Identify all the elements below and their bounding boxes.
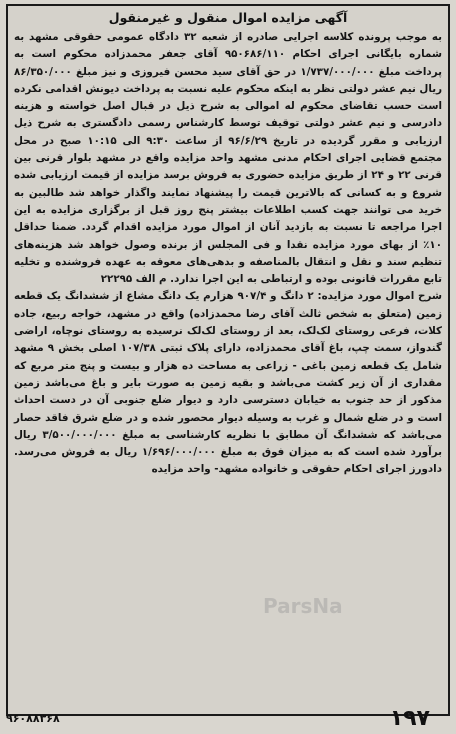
clipping-code: ۹۶۰۸۸۳۶۸ — [6, 712, 60, 725]
notice-paragraph-property-description: شرح اموال مورد مزایده: ۲ دانگ و ۹۰۷/۴ هزارم یک دانگ مشاع از ششدانگ یک قطعه زمین (متعلق به شخص ثالث آقای رضا محمدزاده) واقع در مشهد، خواجه ربیع، جاده کلات، فرعی روستای لک‌لک، بعد از روستای لک‌لک نرسیده به روستای نوچاه، اراضی گندواز، سمت چپ، باغ آقای محمدزاده، دارای پلاک ثبتی ۱۰۷/۳۸ اصلی بخش ۹ مشهد شامل یک قطعه زمین باغی - زراعی به مساحت ده هزار و بیست و پنج متر مربع که مقداری از آن زیر کشت می‌باشد و بقیه زمین به صورت بایر و باغ می‌باشد زمین مذکور از حد جنوب به خیابان دسترسی دارد و دیوار ضلع جنوبی آن در دست احداث است و در ضلع شمال و غرب به وسیله دیوار محصور شده و در ضلع شرق فاقد حصار می‌باشد که ششدانگ آن مطابق با نظریه کارشناسی به مبلغ ۳/۵۰۰/۰۰۰/۰۰۰ ریال برآورد شده است که به میزان فوق به مبلغ ۱/۶۹۶/۰۰۰/۰۰۰ ریال به فروش می‌رسد. دادورز اجرای احکام حقوقی و خانواده مشهد- واحد مزایده — [14, 290, 442, 476]
clipping-stamp-number: ۱۹۷ — [389, 706, 430, 731]
watermark: ParsNa — [263, 594, 343, 618]
auction-notice-box — [6, 4, 450, 716]
clipping-footer — [6, 706, 450, 731]
notice-title: آگهی مزایده اموال منقول و غیرمنقول — [108, 10, 348, 25]
notice-body — [14, 29, 442, 479]
notice-paragraph-intro: به موجب پرونده کلاسه اجرایی صادره از شعبه ۳۲ دادگاه عمومی حقوقی مشهد به شماره بایگانی اجرای احکام ۹۵۰۶۸۶/۱۱۰ آقای جعفر محمدزاده محکوم است به پرداخت مبلغ ۱/۷۳۷/۰۰۰/۰۰۰ در حق آقای سید محسن فیروزی و نیز مبلغ ۸۶/۳۵۰/۰۰۰ ریال نیم عشر دولتی نظر به اینکه محکوم علیه نسبت به پرداخت دیونش اقدامی نکرده است حسب تقاضای محکوم له اموالی به شرح ذیل در قبال اصل خواسته و هزینه دادرسی و نیم عشر دولتی توقیف توسط کارشناس رسمی دادگستری به شرح ذیل ارزیابی و مقرر گردیده در تاریخ ۹۶/۶/۲۹ از ساعت ۹:۳۰ الی ۱۰:۱۵ صبح در محل مجتمع قضایی اجرای احکام مدنی مشهد واحد مزایده واقع در مشهد بلوار قرنی بین قرنی ۲۲ و ۲۴ از طریق مزایده حضوری به فروش برسد مزایده از قیمت ارزیابی شده شروع و به کسانی که بالاترین قیمت را پیشنهاد نمایند واگذار خواهد شد طالبین به خرید می توانند جهت کسب اطلاعات بیشتر پنج روز قبل از برگزاری مزایده به این اجرا مراجعه تا نسبت به بازدید آنان از اموال مورد مزایده اقدام گردد. ضمنا حداقل ۱۰٪ از بهای مورد مزایده نقدا و فی المجلس از برنده وصول خواهد شد هزینه‌های تنظیم سند و نقل و انتقال بالمناصفه و بدهی‌های معوقه به عهده فروشنده و تخلیه تابع مقررات قانونی بوده و ارتباطی به این اجرا ندارد. م الف ۲۲۲۹۵ — [14, 31, 443, 286]
